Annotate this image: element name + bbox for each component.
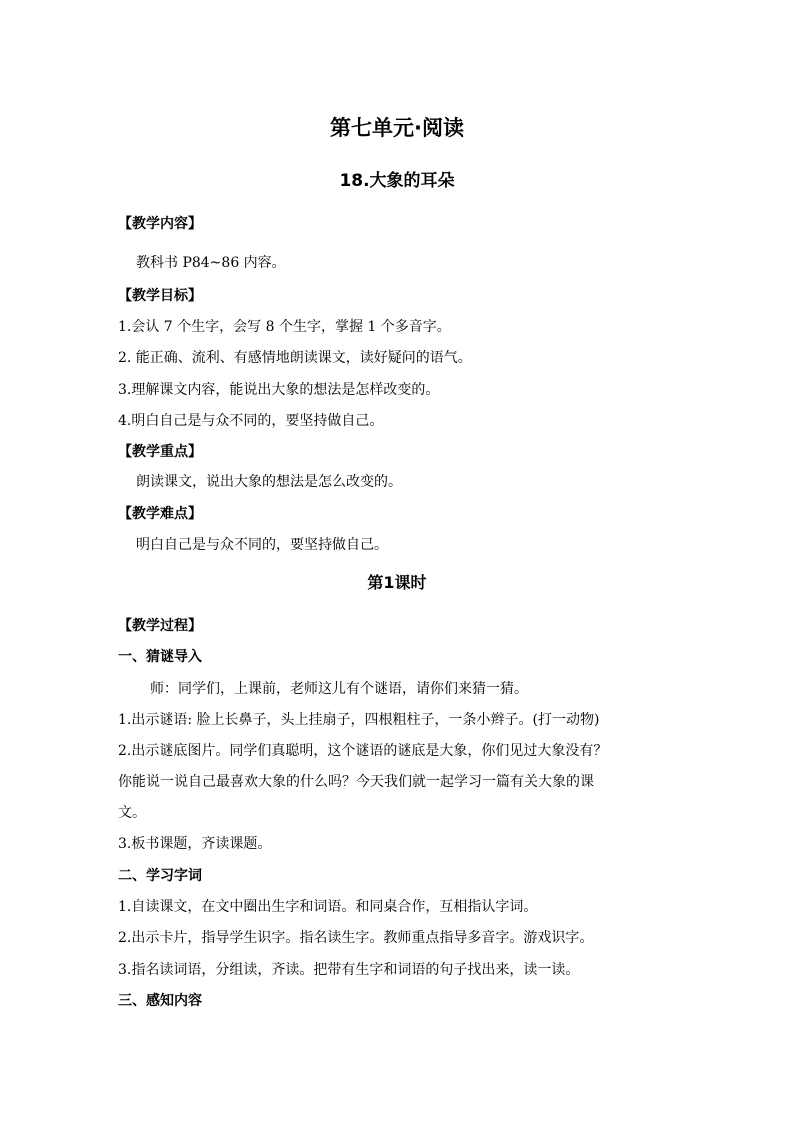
part2-line-3: 3.指名读词语，分组读，齐读。把带有生字和词语的句子找出来，读一读。 bbox=[118, 962, 580, 978]
content-text: 教科书 P84~86 内容。 bbox=[136, 255, 286, 271]
lesson-title: 18.大象的耳朵 bbox=[339, 171, 455, 191]
part1-line-1: 师：同学们，上课前，老师这儿有个谜语，请你们来猜一猜。 bbox=[150, 681, 528, 697]
part1-line-2: 1.出示谜语: 脸上长鼻子，头上挂扇子，四根粗柱子，一条小辫子。(打一动物) bbox=[118, 712, 600, 728]
part1-line-3: 2.出示谜底图片。同学们真聪明，这个谜语的谜底是大象，你们见过大象没有？ bbox=[118, 743, 608, 759]
part2-title: 二、学习字词 bbox=[118, 868, 202, 884]
goals-heading: 【教学目标】 bbox=[118, 288, 202, 304]
key-heading: 【教学重点】 bbox=[118, 444, 202, 460]
part2-line-1: 1.自读课文，在文中圈出生字和词语。和同桌合作，互相指认字词。 bbox=[118, 899, 538, 915]
process-heading: 【教学过程】 bbox=[118, 618, 202, 634]
part1-line-6: 3.板书课题，齐读课题。 bbox=[118, 836, 272, 852]
part3-title: 三、感知内容 bbox=[118, 993, 202, 1009]
part1-line-4: 你能说一说自己最喜欢大象的什么吗？今天我们就一起学习一篇有关大象的课 bbox=[118, 774, 594, 790]
part1-title: 一、猜谜导入 bbox=[118, 649, 202, 665]
goal-item-4: 4.明白自己是与众不同的，要坚持做自己。 bbox=[118, 413, 384, 429]
period-title: 第1课时 bbox=[367, 573, 427, 592]
content-heading: 【教学内容】 bbox=[118, 216, 202, 232]
unit-title: 第七单元·阅读 bbox=[330, 116, 464, 140]
difficulty-text: 明白自己是与众不同的，要坚持做自己。 bbox=[136, 537, 388, 553]
goal-item-3: 3.理解课文内容，能说出大象的想法是怎样改变的。 bbox=[118, 382, 440, 398]
part1-line-5: 文。 bbox=[118, 805, 146, 821]
difficulty-heading: 【教学难点】 bbox=[118, 506, 202, 522]
key-text: 朗读课文，说出大象的想法是怎么改变的。 bbox=[136, 474, 402, 490]
part2-line-2: 2.出示卡片，指导学生识字。指名读生字。教师重点指导多音字。游戏识字。 bbox=[118, 930, 594, 946]
goal-item-1: 1.会认 7 个生字，会写 8 个生字，掌握 1 个多音字。 bbox=[118, 319, 451, 335]
goal-item-2: 2. 能正确、流利、有感情地朗读课文，读好疑问的语气。 bbox=[118, 350, 472, 366]
